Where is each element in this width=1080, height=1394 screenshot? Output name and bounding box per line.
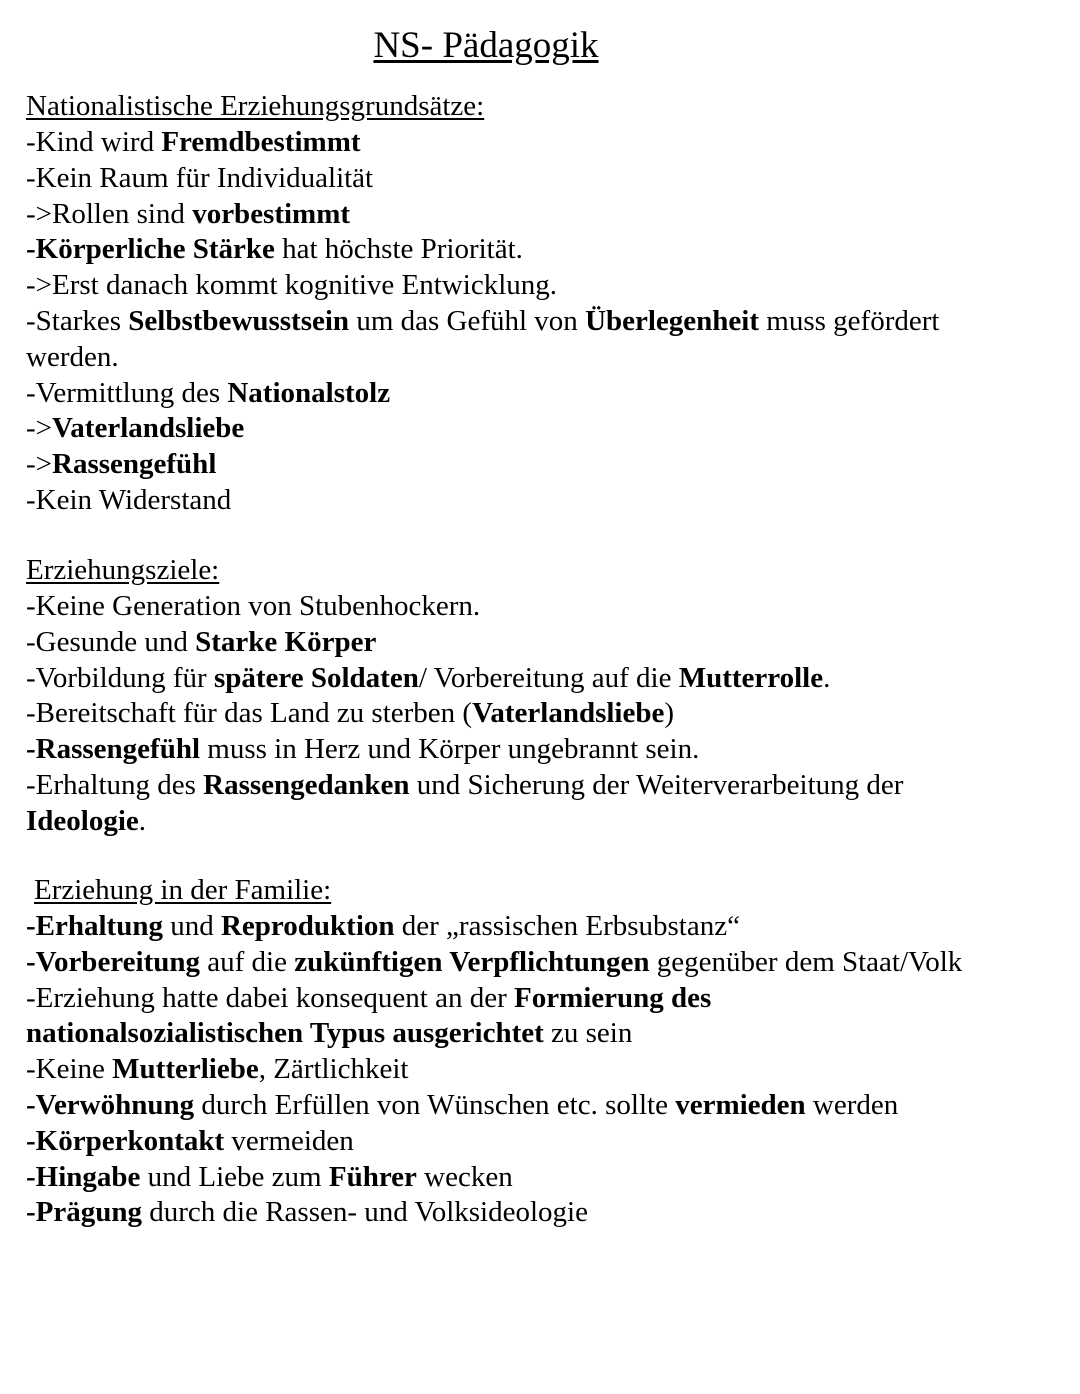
text-segment: der „rassischen Erbsubstanz“	[394, 910, 740, 942]
bold-text: -Rassengefühl	[26, 733, 201, 766]
bold-text: Vaterlandsliebe	[52, 412, 245, 445]
text-segment: -Vermittlung des	[26, 376, 228, 409]
bold-text: Starke Körper	[195, 625, 377, 658]
text-line	[26, 1087, 898, 1123]
text-line	[26, 231, 523, 267]
text-segment: muss in Herz und Körper ungebrannt sein.	[200, 733, 700, 766]
bold-text: Mutterliebe	[112, 1053, 259, 1086]
text-line	[26, 410, 244, 446]
text-line	[26, 1123, 354, 1159]
text-segment: )	[664, 697, 675, 730]
text-line	[26, 124, 361, 160]
text-segment: ->Erst danach kommt kognitive Entwicklung.	[26, 269, 558, 302]
text-segment: und Sicherung der Weiterverarbeitung der	[409, 769, 904, 801]
text-line	[26, 446, 216, 482]
bold-text: Selbstbewusstsein	[128, 305, 350, 337]
bold-text: Ideologie	[26, 804, 139, 837]
text-segment: ->Rollen sind	[26, 197, 193, 230]
bold-text: vermieden	[675, 1089, 806, 1121]
text-segment: -Keine Generation von Stubenhockern.	[26, 590, 481, 622]
bold-text: -Erhaltung	[26, 910, 163, 942]
text-segment: werden.	[26, 340, 119, 373]
text-line	[26, 660, 830, 696]
text-line	[26, 160, 373, 196]
text-line	[26, 1159, 513, 1195]
bold-text: -Hingabe	[26, 1160, 141, 1193]
text-segment: -Gesunde und	[26, 625, 196, 658]
bold-text: Überlegenheit	[585, 305, 760, 337]
text-segment: und	[162, 910, 221, 942]
text-line	[26, 803, 146, 839]
text-segment: und Liebe zum	[140, 1160, 329, 1193]
text-segment: muss gefördert	[759, 305, 940, 337]
text-segment: -Keine	[26, 1053, 113, 1086]
text-line	[26, 944, 962, 980]
text-line	[26, 695, 674, 731]
section-heading: Erziehung in der Familie:	[34, 874, 332, 906]
section-heading: Erziehungsziele:	[26, 554, 220, 586]
text-segment: -Erziehung hatte dabei konsequent an der	[26, 981, 514, 1014]
bold-text: vorbestimmt	[192, 197, 351, 230]
text-line	[26, 267, 557, 303]
bold-text: zukünftigen Verpflichtungen	[294, 945, 650, 978]
text-line	[26, 1051, 408, 1087]
bold-text: Vaterlandsliebe	[472, 697, 665, 730]
text-segment: -Starkes	[26, 305, 129, 337]
text-segment: vermeiden	[224, 1124, 354, 1157]
text-line	[26, 375, 390, 411]
bold-text: -Vorbereitung	[26, 945, 200, 978]
bold-text: Rassengedanken	[203, 769, 410, 801]
bold-text: -Körperkontakt	[26, 1124, 225, 1157]
bold-text: -Verwöhnung	[26, 1089, 195, 1121]
text-line	[26, 339, 119, 375]
text-segment: -Kind wird	[26, 126, 162, 158]
text-line	[26, 731, 699, 767]
text-segment: -Kein Widerstand	[26, 484, 232, 516]
text-line	[26, 588, 480, 624]
text-segment: -Vorbildung für	[26, 661, 214, 694]
text-line	[26, 980, 711, 1016]
text-line	[26, 1015, 632, 1051]
text-line	[26, 1194, 588, 1230]
bold-text: -Körperliche Stärke	[26, 233, 275, 266]
text-segment: durch Erfüllen von Wünschen etc. sollte	[194, 1089, 676, 1121]
text-segment: ->	[26, 412, 53, 445]
text-segment: -Bereitschaft für das Land zu sterben (	[26, 697, 473, 730]
bold-text: Rassengefühl	[52, 448, 217, 481]
text-segment: -Kein Raum für Individualität	[26, 161, 374, 194]
text-line	[26, 482, 231, 518]
text-line	[26, 196, 350, 232]
text-line	[26, 303, 939, 339]
text-segment: um das Gefühl von	[349, 305, 586, 337]
bold-text: Führer	[328, 1160, 417, 1193]
bold-text: spätere Soldaten	[213, 661, 419, 694]
text-segment: / Vorbereitung auf die	[418, 661, 679, 694]
text-segment: .	[138, 804, 147, 837]
text-segment: ->	[26, 448, 53, 481]
text-segment: hat höchste Priorität.	[274, 233, 523, 266]
bold-text: Mutterrolle	[678, 661, 824, 694]
text-segment: durch die Rassen- und Volksideologie	[142, 1196, 588, 1229]
bold-text: -Prägung	[26, 1196, 142, 1229]
section-heading: Nationalistische Erziehungsgrundsätze:	[26, 90, 485, 122]
bold-text: Formierung des	[513, 981, 712, 1014]
text-segment: -Erhaltung des	[26, 769, 204, 801]
text-segment: gegenüber dem Staat/Volk	[649, 945, 963, 978]
text-segment: , Zärtlichkeit	[258, 1053, 409, 1086]
page-title: NS- Pädagogik	[373, 25, 599, 66]
text-segment: zu sein	[543, 1017, 633, 1050]
text-line	[26, 908, 740, 944]
text-line	[26, 767, 903, 803]
text-segment: auf die	[200, 945, 295, 978]
text-segment: .	[823, 661, 831, 694]
text-segment: werden	[805, 1089, 899, 1121]
bold-text: Fremdbestimmt	[161, 126, 361, 158]
bold-text: Nationalstolz	[227, 376, 391, 409]
bold-text: nationalsozialistischen Typus ausgerichtet	[26, 1017, 544, 1050]
text-line	[26, 624, 376, 660]
text-segment: wecken	[416, 1160, 513, 1193]
bold-text: Reproduktion	[220, 910, 395, 942]
